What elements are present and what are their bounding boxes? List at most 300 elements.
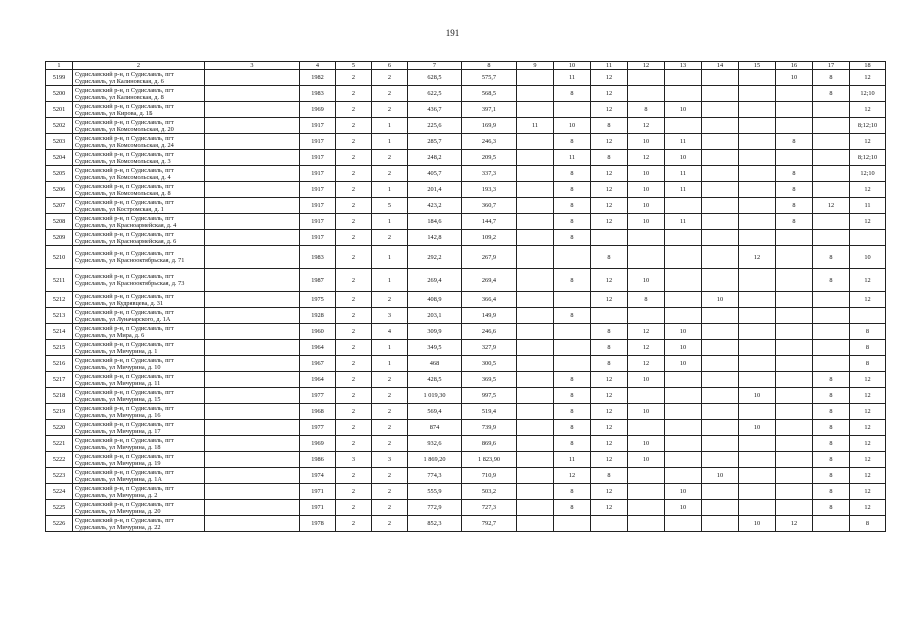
value-cell: 2 — [336, 150, 372, 166]
value-cell: 2 — [336, 70, 372, 86]
value-cell: 8 — [813, 452, 850, 468]
value-cell: 1 — [372, 134, 408, 150]
value-cell: 12 — [591, 182, 628, 198]
value-cell: 12 — [591, 372, 628, 388]
value-cell: 8 — [813, 484, 850, 500]
value-cell — [739, 308, 776, 324]
address-cell: Судиславский р-н, п Судиславль, пгт Судиславль, ул Комсомольская, д. 20 — [73, 118, 205, 134]
value-cell — [702, 356, 739, 372]
value-cell: 269,4 — [408, 269, 462, 292]
value-cell: 11 — [554, 150, 591, 166]
value-cell: 772,9 — [408, 500, 462, 516]
value-cell: 8 — [813, 500, 850, 516]
value-cell: 1917 — [300, 182, 336, 198]
value-cell — [776, 308, 813, 324]
value-cell — [776, 292, 813, 308]
value-cell: 1969 — [300, 102, 336, 118]
table-row — [46, 404, 886, 420]
value-cell: 2 — [372, 292, 408, 308]
table-row — [46, 468, 886, 484]
value-cell: 622,5 — [408, 86, 462, 102]
value-cell — [628, 86, 665, 102]
value-cell — [739, 86, 776, 102]
value-cell — [205, 166, 300, 182]
value-cell: 568,5 — [462, 86, 517, 102]
value-cell: 12 — [628, 340, 665, 356]
value-cell: 1 — [372, 269, 408, 292]
value-cell — [702, 198, 739, 214]
value-cell — [702, 436, 739, 452]
value-cell — [554, 292, 591, 308]
value-cell: 11 — [665, 134, 702, 150]
value-cell: 12 — [850, 420, 886, 436]
value-cell — [591, 308, 628, 324]
value-cell — [850, 230, 886, 246]
value-cell: 1964 — [300, 372, 336, 388]
value-cell — [205, 356, 300, 372]
value-cell: 8 — [554, 484, 591, 500]
table-row — [46, 292, 886, 308]
value-cell: 408,9 — [408, 292, 462, 308]
row-number-cell: 5209 — [46, 230, 73, 246]
value-cell: 2 — [372, 420, 408, 436]
value-cell — [205, 150, 300, 166]
value-cell — [702, 372, 739, 388]
housing-register-table — [45, 61, 886, 532]
table-row — [46, 198, 886, 214]
value-cell: 1977 — [300, 420, 336, 436]
value-cell: 8 — [813, 269, 850, 292]
value-cell — [517, 150, 554, 166]
value-cell: 423,2 — [408, 198, 462, 214]
value-cell: 209,5 — [462, 150, 517, 166]
value-cell: 2 — [336, 102, 372, 118]
value-cell — [665, 70, 702, 86]
value-cell: 10 — [739, 420, 776, 436]
value-cell — [205, 340, 300, 356]
value-cell: 932,6 — [408, 436, 462, 452]
value-cell — [205, 468, 300, 484]
value-cell: 201,4 — [408, 182, 462, 198]
column-header-2: 2 — [73, 62, 205, 70]
value-cell — [776, 86, 813, 102]
value-cell — [739, 214, 776, 230]
value-cell: 12 — [850, 404, 886, 420]
value-cell: 327,9 — [462, 340, 517, 356]
value-cell — [665, 198, 702, 214]
address-cell: Судиславский р-н, п Судиславль, пгт Судиславль, ул Мичурина, д. 2 — [73, 484, 205, 500]
value-cell — [739, 404, 776, 420]
value-cell — [517, 452, 554, 468]
address-cell: Судиславский р-н, п Судиславль, пгт Судиславль, ул Комсомольская, д. 8 — [73, 182, 205, 198]
value-cell: 12 — [628, 118, 665, 134]
value-cell: 1971 — [300, 500, 336, 516]
row-number-cell: 5226 — [46, 516, 73, 532]
value-cell: 11 — [665, 214, 702, 230]
value-cell: 8;12;10 — [850, 118, 886, 134]
value-cell: 12 — [628, 150, 665, 166]
address-cell: Судиславский р-н, п Судиславль, пгт Судиславль, ул Мичурина, д. 1А — [73, 468, 205, 484]
column-header-7: 7 — [408, 62, 462, 70]
value-cell: 1974 — [300, 468, 336, 484]
value-cell — [665, 269, 702, 292]
column-header-9: 9 — [517, 62, 554, 70]
column-header-15: 15 — [739, 62, 776, 70]
value-cell: 12 — [591, 484, 628, 500]
value-cell: 12 — [813, 198, 850, 214]
address-cell: Судиславский р-н, п Судиславль, пгт Судиславль, ул Калиновская, д. 6 — [73, 70, 205, 86]
row-number-cell: 5214 — [46, 324, 73, 340]
value-cell — [665, 516, 702, 532]
value-cell — [205, 308, 300, 324]
value-cell: 8 — [813, 436, 850, 452]
value-cell: 11 — [554, 70, 591, 86]
value-cell: 12 — [628, 356, 665, 372]
value-cell: 2 — [372, 516, 408, 532]
table-row — [46, 230, 886, 246]
value-cell: 2 — [336, 134, 372, 150]
value-cell — [665, 468, 702, 484]
value-cell: 2 — [372, 102, 408, 118]
value-cell: 1917 — [300, 166, 336, 182]
value-cell: 5 — [372, 198, 408, 214]
column-header-5: 5 — [336, 62, 372, 70]
value-cell — [776, 102, 813, 118]
value-cell — [702, 246, 739, 269]
value-cell: 1983 — [300, 86, 336, 102]
value-cell: 8 — [554, 372, 591, 388]
value-cell: 1964 — [300, 340, 336, 356]
value-cell — [702, 388, 739, 404]
row-number-cell: 5221 — [46, 436, 73, 452]
value-cell: 11 — [850, 198, 886, 214]
value-cell: 12 — [850, 102, 886, 118]
table-row — [46, 484, 886, 500]
value-cell — [739, 182, 776, 198]
row-number-cell: 5218 — [46, 388, 73, 404]
value-cell — [776, 372, 813, 388]
value-cell — [776, 150, 813, 166]
value-cell — [517, 484, 554, 500]
value-cell — [591, 230, 628, 246]
value-cell: 8;12;10 — [850, 150, 886, 166]
value-cell — [739, 230, 776, 246]
value-cell — [739, 452, 776, 468]
value-cell: 397,1 — [462, 102, 517, 118]
value-cell: 1986 — [300, 452, 336, 468]
value-cell: 246,6 — [462, 324, 517, 340]
value-cell: 8 — [776, 182, 813, 198]
value-cell — [517, 182, 554, 198]
value-cell — [205, 182, 300, 198]
address-cell: Судиславский р-н, п Судиславль, пгт Судиславль, ул Краснооктябрьская, д. 71 — [73, 246, 205, 269]
value-cell: 710,9 — [462, 468, 517, 484]
value-cell — [205, 269, 300, 292]
value-cell: 8 — [591, 356, 628, 372]
value-cell: 8 — [776, 134, 813, 150]
table-row — [46, 436, 886, 452]
row-number-cell: 5204 — [46, 150, 73, 166]
value-cell: 8 — [813, 372, 850, 388]
value-cell: 12 — [776, 516, 813, 532]
value-cell: 8 — [554, 404, 591, 420]
value-cell: 8 — [554, 388, 591, 404]
value-cell — [776, 468, 813, 484]
value-cell: 8 — [554, 214, 591, 230]
table-row — [46, 102, 886, 118]
value-cell — [739, 198, 776, 214]
value-cell — [702, 214, 739, 230]
value-cell: 12 — [850, 500, 886, 516]
value-cell: 8 — [776, 166, 813, 182]
address-cell: Судиславский р-н, п Судиславль, пгт Судиславль, ул Луначарского, д. 1А — [73, 308, 205, 324]
value-cell — [665, 230, 702, 246]
value-cell: 2 — [336, 388, 372, 404]
value-cell — [702, 308, 739, 324]
value-cell: 10 — [665, 500, 702, 516]
value-cell — [205, 516, 300, 532]
value-cell: 12 — [850, 484, 886, 500]
value-cell: 468 — [408, 356, 462, 372]
value-cell: 8 — [813, 246, 850, 269]
value-cell — [702, 86, 739, 102]
value-cell: 519,4 — [462, 404, 517, 420]
value-cell: 8 — [554, 420, 591, 436]
value-cell: 300,5 — [462, 356, 517, 372]
value-cell: 1 019,30 — [408, 388, 462, 404]
value-cell — [665, 86, 702, 102]
value-cell — [739, 356, 776, 372]
value-cell — [739, 340, 776, 356]
value-cell: 2 — [336, 404, 372, 420]
value-cell: 3 — [336, 452, 372, 468]
value-cell — [517, 230, 554, 246]
value-cell — [776, 388, 813, 404]
value-cell: 12 — [850, 269, 886, 292]
value-cell — [813, 516, 850, 532]
value-cell: 1928 — [300, 308, 336, 324]
value-cell: 569,4 — [408, 404, 462, 420]
value-cell — [739, 134, 776, 150]
address-cell: Судиславский р-н, п Судиславль, пгт Судиславль, ул Красноармейская, д. 6 — [73, 230, 205, 246]
table-row — [46, 324, 886, 340]
value-cell: 1983 — [300, 246, 336, 269]
address-cell: Судиславский р-н, п Судиславль, пгт Судиславль, ул Кирова, д. 1Б — [73, 102, 205, 118]
value-cell: 12 — [591, 420, 628, 436]
value-cell: 11 — [517, 118, 554, 134]
value-cell: 10 — [739, 388, 776, 404]
value-cell: 2 — [336, 292, 372, 308]
value-cell: 2 — [336, 182, 372, 198]
value-cell — [776, 484, 813, 500]
value-cell: 1969 — [300, 436, 336, 452]
value-cell: 8 — [554, 436, 591, 452]
value-cell — [665, 436, 702, 452]
row-number-cell: 5216 — [46, 356, 73, 372]
value-cell — [702, 102, 739, 118]
value-cell: 12 — [850, 292, 886, 308]
address-cell: Судиславский р-н, п Судиславль, пгт Судиславль, ул Мичурина, д. 17 — [73, 420, 205, 436]
value-cell: 12 — [739, 246, 776, 269]
value-cell: 11 — [554, 452, 591, 468]
value-cell: 10 — [628, 182, 665, 198]
value-cell — [205, 214, 300, 230]
value-cell — [205, 420, 300, 436]
value-cell: 10 — [628, 198, 665, 214]
value-cell: 12 — [850, 436, 886, 452]
value-cell: 1977 — [300, 388, 336, 404]
value-cell: 2 — [336, 516, 372, 532]
value-cell: 8 — [591, 150, 628, 166]
value-cell: 10 — [702, 292, 739, 308]
row-number-cell: 5219 — [46, 404, 73, 420]
value-cell: 8 — [591, 324, 628, 340]
value-cell: 3 — [372, 308, 408, 324]
row-number-cell: 5220 — [46, 420, 73, 436]
value-cell: 1978 — [300, 516, 336, 532]
value-cell: 349,5 — [408, 340, 462, 356]
value-cell — [813, 182, 850, 198]
address-cell: Судиславский р-н, п Судиславль, пгт Судиславль, ул Мичурина, д. 19 — [73, 452, 205, 468]
value-cell: 2 — [372, 230, 408, 246]
address-cell: Судиславский р-н, п Судиславль, пгт Судиславль, ул Красноармейская, д. 4 — [73, 214, 205, 230]
value-cell — [702, 230, 739, 246]
value-cell: 997,5 — [462, 388, 517, 404]
value-cell: 12 — [554, 468, 591, 484]
value-cell — [517, 70, 554, 86]
value-cell: 292,2 — [408, 246, 462, 269]
value-cell: 1917 — [300, 214, 336, 230]
column-header-3: 3 — [205, 62, 300, 70]
value-cell — [813, 340, 850, 356]
value-cell: 8 — [776, 198, 813, 214]
value-cell: 2 — [336, 246, 372, 269]
address-cell: Судиславский р-н, п Судиславль, пгт Судиславль, ул Мичурина, д. 16 — [73, 404, 205, 420]
value-cell — [665, 118, 702, 134]
value-cell — [517, 436, 554, 452]
address-cell: Судиславский р-н, п Судиславль, пгт Судиславль, ул Мичурина, д. 11 — [73, 372, 205, 388]
value-cell: 2 — [336, 500, 372, 516]
value-cell — [517, 292, 554, 308]
value-cell: 10 — [665, 340, 702, 356]
value-cell: 10 — [665, 102, 702, 118]
row-number-cell: 5199 — [46, 70, 73, 86]
value-cell: 12;10 — [850, 166, 886, 182]
value-cell — [702, 452, 739, 468]
value-cell — [776, 118, 813, 134]
value-cell — [702, 516, 739, 532]
row-number-cell: 5224 — [46, 484, 73, 500]
value-cell — [517, 134, 554, 150]
address-cell: Судиславский р-н, п Судиславль, пгт Судиславль, ул Мичурина, д. 1 — [73, 340, 205, 356]
value-cell: 10 — [554, 118, 591, 134]
table-row — [46, 166, 886, 182]
value-cell: 428,5 — [408, 372, 462, 388]
value-cell — [665, 452, 702, 468]
value-cell — [702, 420, 739, 436]
value-cell: 1987 — [300, 269, 336, 292]
value-cell — [813, 324, 850, 340]
address-cell: Судиславский р-н, п Судиславль, пгт Судиславль, ул Мичурина, д. 15 — [73, 388, 205, 404]
value-cell — [813, 166, 850, 182]
value-cell: 555,9 — [408, 484, 462, 500]
value-cell: 10 — [628, 134, 665, 150]
value-cell — [517, 214, 554, 230]
value-cell — [205, 500, 300, 516]
value-cell — [776, 500, 813, 516]
value-cell: 874 — [408, 420, 462, 436]
value-cell — [554, 516, 591, 532]
value-cell — [517, 198, 554, 214]
value-cell: 8 — [776, 214, 813, 230]
table-row — [46, 70, 886, 86]
value-cell: 12 — [591, 214, 628, 230]
value-cell: 628,5 — [408, 70, 462, 86]
value-cell: 8 — [554, 86, 591, 102]
row-number-cell: 5203 — [46, 134, 73, 150]
table-row — [46, 134, 886, 150]
value-cell — [813, 292, 850, 308]
value-cell: 1 — [372, 340, 408, 356]
value-cell: 2 — [336, 198, 372, 214]
row-number-cell: 5212 — [46, 292, 73, 308]
table-row — [46, 516, 886, 532]
value-cell: 792,7 — [462, 516, 517, 532]
value-cell — [776, 269, 813, 292]
address-cell: Судиславский р-н, п Судиславль, пгт Судиславль, ул Краснооктябрьская, д. 73 — [73, 269, 205, 292]
value-cell — [628, 230, 665, 246]
row-number-cell: 5215 — [46, 340, 73, 356]
value-cell: 2 — [336, 308, 372, 324]
value-cell: 248,2 — [408, 150, 462, 166]
value-cell: 2 — [372, 436, 408, 452]
value-cell: 267,9 — [462, 246, 517, 269]
value-cell — [739, 118, 776, 134]
value-cell: 2 — [336, 468, 372, 484]
address-cell: Судиславский р-н, п Судиславль, пгт Судиславль, ул Мира, д. 6 — [73, 324, 205, 340]
column-header-13: 13 — [665, 62, 702, 70]
value-cell: 2 — [372, 388, 408, 404]
value-cell: 8 — [554, 500, 591, 516]
value-cell — [702, 500, 739, 516]
table-row — [46, 118, 886, 134]
column-header-10: 10 — [554, 62, 591, 70]
value-cell: 8 — [554, 308, 591, 324]
row-number-cell: 5222 — [46, 452, 73, 468]
value-cell: 12 — [591, 404, 628, 420]
value-cell — [554, 324, 591, 340]
column-number-header — [46, 62, 886, 70]
value-cell — [517, 356, 554, 372]
value-cell — [628, 500, 665, 516]
value-cell: 12 — [591, 166, 628, 182]
value-cell — [739, 468, 776, 484]
value-cell: 503,2 — [462, 484, 517, 500]
value-cell — [776, 436, 813, 452]
row-number-cell: 5225 — [46, 500, 73, 516]
value-cell: 12 — [591, 134, 628, 150]
value-cell — [702, 166, 739, 182]
value-cell — [517, 308, 554, 324]
value-cell — [517, 500, 554, 516]
table-row — [46, 150, 886, 166]
value-cell — [205, 134, 300, 150]
value-cell: 309,9 — [408, 324, 462, 340]
value-cell: 12 — [591, 436, 628, 452]
value-cell — [517, 340, 554, 356]
value-cell: 1917 — [300, 134, 336, 150]
column-header-16: 16 — [776, 62, 813, 70]
